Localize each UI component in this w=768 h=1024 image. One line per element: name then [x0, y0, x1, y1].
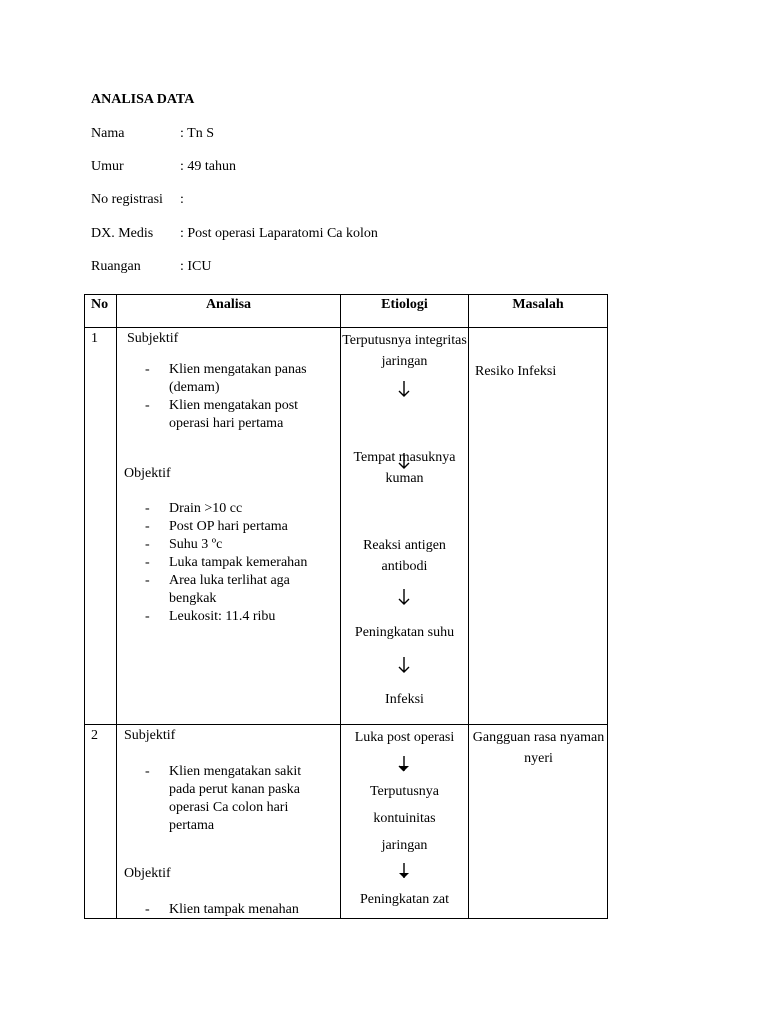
objektif-list [145, 901, 330, 919]
masalah-text: Gangguan rasa nyaman nyeri [472, 730, 605, 766]
analysis-table [84, 294, 608, 919]
table-row [85, 725, 608, 919]
list-item: - Leukosit: 11.4 ribu [145, 608, 330, 626]
meta-label: Umur [91, 159, 124, 174]
arrow-down-icon [397, 862, 411, 880]
list-item: - Post OP hari pertama [145, 518, 330, 536]
etiologi-step: Tempat masuknya kuman [353, 450, 456, 486]
meta-label: Nama [91, 126, 125, 141]
header-masalah: Masalah [469, 295, 608, 328]
etiologi-step: Peningkatan suhu [354, 625, 455, 640]
meta-label: Ruangan [91, 259, 141, 274]
subjektif-list [145, 763, 330, 835]
list-item: - Klien mengatakan panas (demam) [145, 361, 330, 397]
arrow-down-icon [397, 452, 411, 470]
header-etiologi: Etiologi [341, 295, 469, 328]
analisa-cell [117, 725, 341, 919]
arrow-down-icon [397, 380, 411, 398]
etiologi-step: Infeksi [385, 692, 424, 707]
etiologi-step: Terputusnya integritas jaringan [342, 333, 467, 369]
row-number: 2 [85, 725, 117, 919]
arrow-down-icon [397, 656, 411, 674]
list-item: - Suhu 3 ºc [145, 536, 330, 554]
list-item: - Drain >10 cc [145, 500, 330, 518]
meta-value: : Tn S [180, 126, 214, 141]
objektif-label: Objektif [124, 466, 171, 481]
objektif-list [145, 500, 330, 626]
meta-value: : ICU [180, 259, 212, 274]
etiologi-cell [341, 328, 469, 725]
list-item: - Klien tampak menahan [145, 901, 330, 919]
row-number: 1 [85, 328, 117, 725]
masalah-cell [469, 328, 608, 725]
meta-value: : [180, 192, 184, 207]
header-analisa: Analisa [117, 295, 341, 328]
etiologi-step: Luka post operasi [354, 730, 455, 745]
table-header-row [85, 295, 608, 328]
etiologi-step: jaringan [381, 838, 428, 853]
subjektif-list [145, 361, 330, 433]
etiologi-step: Reaksi antigen antibodi [363, 538, 446, 574]
etiologi-cell [341, 725, 469, 919]
header-no: No [85, 295, 117, 328]
arrow-down-icon [397, 755, 411, 773]
meta-label: DX. Medis [91, 226, 154, 241]
list-item: - Luka tampak kemerahan [145, 554, 330, 572]
subjektif-label: Subjektif [127, 331, 179, 346]
document-title: ANALISA DATA [91, 92, 195, 107]
list-item: - Klien mengatakan post operasi hari pertama [145, 397, 330, 433]
list-item: - Klien mengatakan sakit pada perut kanan paska operasi Ca colon hari pertama [145, 763, 330, 835]
meta-value: : Post operasi Laparatomi Ca kolon [180, 226, 378, 241]
etiologi-step: Peningkatan zat [359, 892, 450, 907]
table-row [85, 328, 608, 725]
objektif-label: Objektif [124, 866, 171, 881]
subjektif-label: Subjektif [124, 728, 176, 743]
arrow-down-icon [397, 588, 411, 606]
etiologi-step: kontuinitas [373, 811, 436, 826]
masalah-text: Resiko Infeksi [475, 364, 557, 379]
meta-label: No registrasi [91, 192, 163, 207]
meta-value: : 49 tahun [180, 159, 236, 174]
etiologi-step: Terputusnya [369, 784, 439, 799]
masalah-cell [469, 725, 608, 919]
list-item: - Area luka terlihat aga bengkak [145, 572, 330, 608]
analisa-cell [117, 328, 341, 725]
